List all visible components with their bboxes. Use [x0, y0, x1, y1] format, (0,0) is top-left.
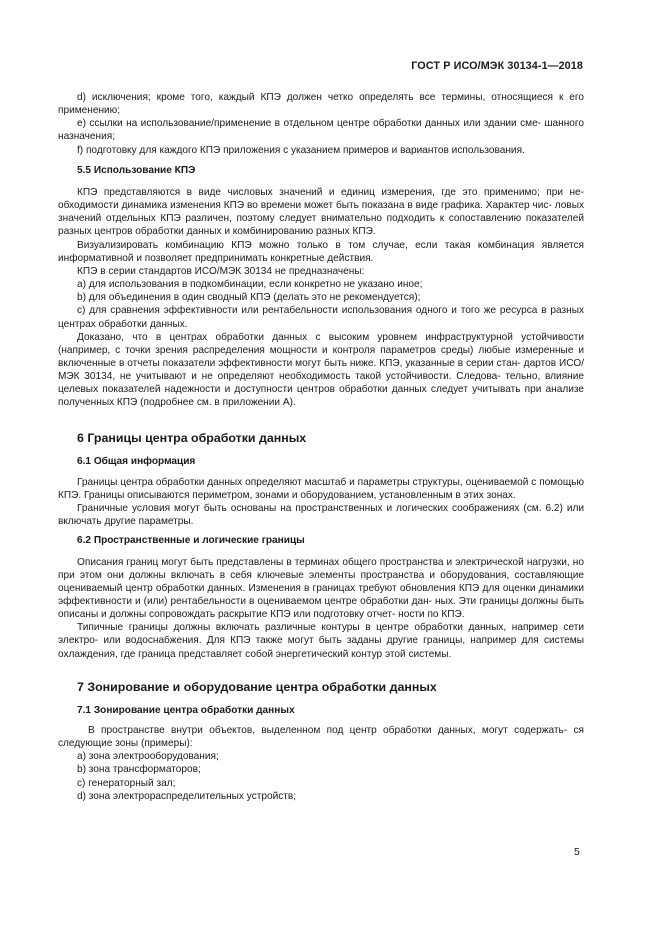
list-item: a) зона электрооборудования; — [77, 751, 219, 763]
paragraph: КПЭ представляются в виде числовых значений и единиц измерения, где это применимо; при не- обходимости динамика изменения КПЭ во времени может быть показана в виде графика. Характер чис- ловых значений отдельных КПЭ различен, поэтому следует внимательно подходить к сопоставлению показателей разных центров обработки данных и комбинированию разных КПЭ. — [58, 186, 584, 238]
section-6-title: 6 Границы центра обработки данных — [77, 430, 307, 445]
list-item: e) ссылки на использование/применение в отдельном центре обработки данных или здании сме- шанного назначения; — [58, 118, 584, 143]
section-6-2-title: 6.2 Пространственные и логические границы — [77, 535, 305, 547]
paragraph: Доказано, что в центрах обработки данных с высоким уровнем инфраструктурной устойчивости (например, с точки зрения распределения мощности и контроля параметров среды) любые измеренные и включенные в отчеты показатели эффективности могут быть ниже. КПЭ, указанные в серии стан- дартов ИСО/МЭК 30134, не учитывают и не определяют необходимость такой устойчивости. Следова- тельно, влияние целевых показателей надежности и доступности центров обработки данных следует учитывать при анализе полученных КПЭ (подробнее см. в приложении А). — [58, 331, 584, 409]
document-header: ГОСТ Р ИСО/МЭК 30134-1—2018 — [411, 60, 583, 72]
list-item: d) исключения; кроме того, каждый КПЭ должен четко определять все термины, относящиеся к его применению; — [58, 92, 584, 117]
section-7-1-title: 7.1 Зонирование центра обработки данных — [77, 704, 295, 716]
list-item: f) подготовку для каждого КПЭ приложения с указанием примеров и вариантов использования. — [77, 144, 525, 156]
list-item: a) для использования в подкомбинации, если конкретно не указано иное; — [77, 279, 423, 291]
paragraph: Граничные условия могут быть основаны на пространственных и логических соображениях (см. 6.2) или включать другие параметры. — [58, 503, 584, 528]
list-item: b) для объединения в один сводный КПЭ (делать это не рекомендуется); — [77, 292, 421, 304]
section-7-title: 7 Зонирование и оборудование центра обработки данных — [77, 679, 437, 694]
section-5-5-title: 5.5 Использование КПЭ — [77, 164, 196, 176]
document-body — [58, 91, 584, 803]
paragraph: Описания границ могут быть представлены в терминах общего пространства и электрической нагрузки, но при этом они должны включать в себя ключевые элементы пространства и оборудования, составляющие оцениваемый центр обработки данных. Изменения в границах требуют обновления КПЭ для оценки динамики эффективности и (или) рентабельности в оцениваемом центре обработки дан- ных. Эти границы должны быть описаны и должны сопровождать раскрытие КПЭ или подготовку отчет- ности по КПЭ. — [58, 556, 584, 621]
list-item: c) для сравнения эффективности или рентабельности использования одного и того же ресурса в разных центрах обработки данных. — [58, 305, 584, 330]
paragraph: КПЭ в серии стандартов ИСО/МЭК 30134 не предназначены: — [77, 265, 365, 277]
paragraph: Границы центра обработки данных определяют масштаб и параметры структуры, оцениваемой с помощью КПЭ. Границы описываются периметром, зонами и оборудованием, установленным в этих зонах. — [58, 476, 584, 501]
section-6-1-title: 6.1 Общая информация — [77, 455, 196, 467]
list-item: b) зона трансформаторов; — [77, 764, 201, 776]
page-number: 5 — [574, 846, 580, 858]
paragraph: В пространстве внутри объектов, выделенном под центр обработки данных, могут содержать- ся следующие зоны (примеры): — [58, 724, 584, 750]
list-item: d) зона электрораспределительных устройств; — [77, 790, 297, 802]
paragraph: Типичные границы должны включать различные контуры в центре обработки данных, например сети электро- или водоснабжения. Для КПЭ также могут быть заданы другие границы, например для системы охлаждения, где граница представляет собой энергетический контур этой системы. — [58, 622, 584, 660]
paragraph: Визуализировать комбинацию КПЭ можно только в том случае, если такая комбинация является информативной и позволяет предпринимать конкретные действия. — [58, 239, 584, 264]
intro-list — [58, 91, 584, 157]
list-item: c) генераторный зал; — [77, 777, 176, 789]
